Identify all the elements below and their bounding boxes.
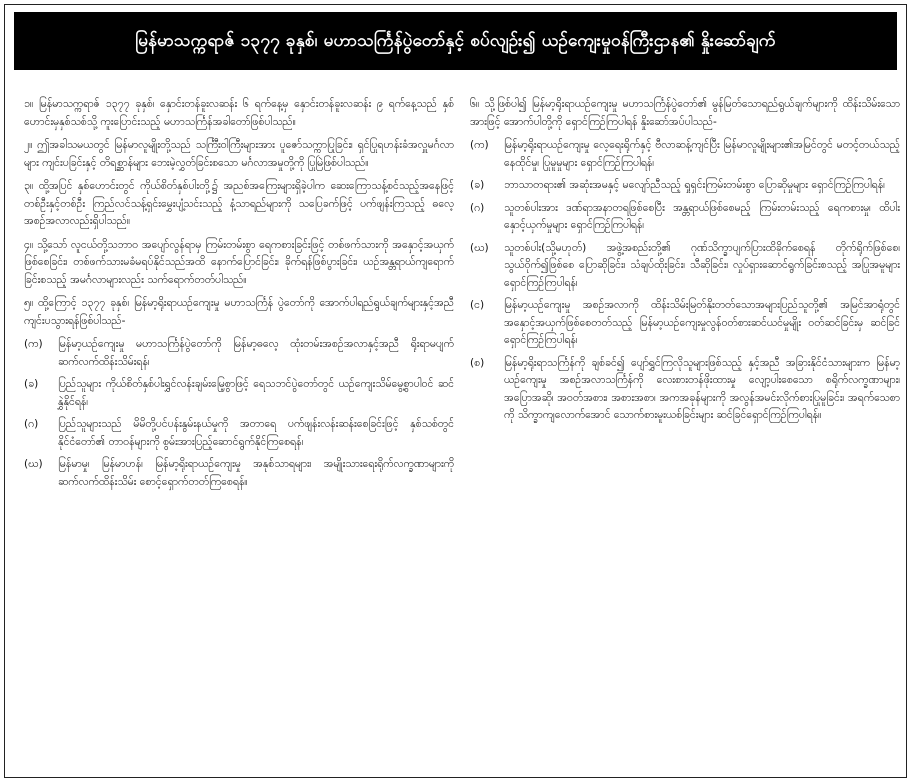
list-item bbox=[24, 456, 454, 491]
list-item bbox=[470, 355, 900, 425]
item-marker: (ဃ) bbox=[470, 241, 489, 254]
item-text: မြန်မာ့ရိုးရာယဉ်ကျေးမှု လေ့ရေးရိုက်နှင့် ဗီလာဆန့်ကျင်ပြီး မြန်မာလူမျိုးများ၏အမြင်တွင် မတင့်တယ်သည့်နေထိုင်မှု၊ ပြုမူမှုများ ရှောင်ကြဉ်ကြပါရန်၊ bbox=[504, 139, 900, 169]
item-marker: (င) bbox=[470, 299, 485, 311]
list-item bbox=[24, 376, 454, 411]
item-text: ဘာသာတရား၏ အဆုံးအမနှင့် မလျော်ညီသည့် ရှုရှင်းကြမ်းတမ်းစွာ ပြောဆိုမှုများ ရှောင်ကြဉ်ကြပါရန်၊ bbox=[504, 179, 885, 191]
paragraph-6: ၆။ သို့ဖြစ်ပါ၍ မြန်မာ့ရိုးရာယဉ်ကျေးမှု မဟာသင်္ကြန်ပွဲတော်၏ မွန်မြတ်သောရည်ရွယ်ချက်များကို ထိန်းသိမ်းသောအားဖြင့် အောက်ပါတို့ကို ရှောင်ကြဉ်ကြပါရန် နှိုးဆော်အပ်ပါသည်- bbox=[470, 98, 900, 128]
paragraph-1: ၁။ မြန်မာသက္ကရာဇ် ၁၃၇၇ ခုနှစ်၊ နှောင်းတန်ခူးလဆန်း ၆ ရက်နေ့မှ နှောင်းတန်ခူးလဆန်း ၉ ရက်နေ့သည် နှစ်ဟောင်းမှနှစ်သစ်သို့ ကူးပြောင်းသည့် မဟာသင်္ကြန်အခါတော်ဖြစ်ပါသည်။ bbox=[24, 98, 454, 128]
item-marker: (က) bbox=[24, 338, 43, 350]
item-marker: (ခ) bbox=[24, 378, 39, 390]
item-text: မြန်မာ့ယဉ်ကျေးမှု အစဉ်အလာကို ထိန်းသိမ်းမြတ်နိုးတတ်သောအများပြည်သူတို့၏ အမြင်အာရုံတွင် အနှောင့်အယှက်ဖြစ်စေတတ်သည့် မြန်မာ့ယဉ်ကျေးမှုလွန်ဝတ်စားဆင်ယင်မှုမျိုး ဝတ်ဆင်ခြင်းမှ ဆင်ခြင်ရှောင်ကြဉ်ကြပါရန်၊ bbox=[504, 299, 900, 346]
item-text: ပြည်သူများ ကိုယ်စိတ်နှစ်ပါးရွှင်လန်းချမ်းမြေ့စွာဖြင့် ရေသဘင်ပွဲတော်တွင် ယဉ်ကျေးသိမ်မွေ့စွာပါဝင် ဆင်နွှဲနိုင်ရန်၊ bbox=[58, 378, 454, 408]
item-text: မြန်မာ့ရိုးရာသင်္ကြန်ကို ချစ်ခင်၍ ပျော်ရွှင်ကြလိုသူများဖြစ်သည့် နှင့်အညီ အခြားနိုင်ငံသားများက မြန်မာ့ယဉ်ကျေးမှု အစဉ်အလာသင်္ကြန်ကို လေးစားတန်ဖိုးထားမှု လျော့ပါးစေသော စရိုက်လက္ခဏာများ၊ အပြောအဆို၊ အဝတ်အစား၊ အစားအစာ၊ အကအခုန်များကို အလွန်အမင်းလိုက်စားပြုမူခြင်း၊ အရက်သေစာကို သိက္ခာကျလောက်အောင် သောက်စားမူးယစ်ခြင်းများ ဆင်ခြင်ရှောင်ကြဉ်ကြပါရန်။ bbox=[504, 356, 900, 421]
item-text: ပြည်သူများသည် မိမိတို့ပင်ပန်းနွမ်းနယ်မှုကို အတာရေ ပက်ဖျန်းလန်းဆန်းစေခြင်းဖြင့် နှစ်သစ်တွင် နိုင်ငံတော်၏ တာဝန်များကို စွမ်းအားပြည့်ဆောင်ရွက်နိုင်ကြစေရန်၊ bbox=[58, 418, 454, 448]
left-column bbox=[24, 96, 454, 496]
paragraph-3: ၃။ ထို့အပြင် နှစ်ဟောင်းတွင် ကိုယ်စိတ်နှစ်ပါးတို့၌ အညစ်အကြေးများရှိခဲ့ပါက ဆေးကြောသန့်စင်သည့်အနေဖြင့် တစ်ဦးနှင့်တစ်ဦး ကြည်လင်သန့်ရှင်းမွှေးပျံ့သင်းသည့် နံ့သာရည်များကို သပြေခက်ဖြင့် ပက်ဖျန်းကြသည့် ဓလေ့အစဉ်အလာလည်းရှိပါသည်။ bbox=[24, 180, 454, 227]
paragraph-2: ၂။ ဤအခါသမယတွင် မြန်မာလူမျိုးတို့သည် သင်္ကြီးဝါကြီးများအား ပူဇော်သက္ကာပြုခြင်း၊ ရှင်ပြုရဟန်းခံအလှူမင်္ဂလာများ ကျင်းပခြင်းနှင့် တိရစ္ဆာန်များ ဘေးမဲ့လွှတ်ခြင်းစသော မင်္ဂလာအမှုတို့ကို ပြုမြဲဖြစ်ပါသည်။ bbox=[24, 139, 454, 169]
list-item bbox=[470, 177, 900, 195]
item-marker: (ဂ) bbox=[470, 201, 485, 214]
item-marker: (ဂ) bbox=[24, 418, 39, 430]
item-marker: (ဃ) bbox=[24, 458, 43, 470]
right-column bbox=[470, 96, 900, 430]
paragraph-4: ၄။ သို့သော် လူငယ်တို့သဘာဝ အပျော်လွန်ရာမှ ကြမ်းတမ်းစွာ ရေကစားခြင်းဖြင့် တစ်ဖက်သားကို အနှောင့်အယှက်ဖြစ်စေခြင်း၊ တစ်ဖက်သားမခံမရပ်နိုင်သည်အထိ နောက်ပြောင်ခြင်း၊ ခိုက်ရန်ဖြစ်ပွားခြင်း၊ ယဉ်အန္တရာယ်ကျရောက်ခြင်းစသည့် အမင်္ဂလာများလည်း သက်ရောက်တတ်ပါသည်။ bbox=[24, 238, 454, 286]
item-marker: (ခ) bbox=[470, 179, 485, 191]
paragraph-5: ၅။ ထို့ကြောင့် ၁၃၇၇ ခုနှစ်၊ မြန်မာ့ရိုးရာယဉ်ကျေးမှု မဟာသင်္ကြန် ပွဲတော်ကို အောက်ပါရည်ရွယ်ချက်များနှင့်အညီ ကျင်းပသွားရန်ဖြစ်ပါသည်- bbox=[24, 297, 454, 327]
item-text: မြန်မာမှု၊ မြန်မာဟန်၊ မြန်မာ့ရိုးရာယဉ်ကျေးမှု အနုစ်သာရများ၊ အမျိုးသားရေးရိုက်လက္ခဏာများကို ဆက်လက်ထိန်းသိမ်း စောင့်ရှောက်တတ်ကြစေရန်။ bbox=[58, 458, 454, 488]
list-item bbox=[470, 297, 900, 350]
page-title: မြန်မာသက္ကရာဇ် ၁၃၇၇ ခုနှစ်၊ မဟာသင်္ကြန်ပွဲတော်နှင့် စပ်လျဉ်း၍ ယဉ်ကျေးမှုဝန်ကြီးဌာန၏ နှိုးဆော်ချက် bbox=[14, 12, 897, 70]
item-marker: (က) bbox=[470, 139, 489, 151]
item-text: သူတစ်ပါးအား ဒဏ်ရာအနာတရဖြစ်စေပြီး အန္တရာယ်ဖြစ်စေမည့် ကြမ်းတမ်းသည့် ရေကစားမှု၊ ထိပါးနှောင့်ယှက်မှုများ ရှောင်ကြဉ်ကြပါရန်၊ bbox=[504, 201, 900, 231]
list-item bbox=[470, 240, 900, 293]
list-item bbox=[470, 137, 900, 172]
item-text: သူတစ်ပါး(သို့မဟုတ်) အဖွဲ့အစည်းတို့၏ ဂုဏ်သိက္ခာပျက်ပြားထိခိုက်စေရန် တိုက်ရိုက်ဖြစ်စေ၊ သွယ်ဝိုက်၍ဖြစ်စေ ပြောဆိုခြင်း၊ သံချပ်ထိုးခြင်း၊ သီဆိုခြင်း၊ လှုပ်ရှားဆောင်ရွက်ခြင်းစသည့် အပြုအမူများ ရှောင်ကြဉ်ကြပါရန်၊ bbox=[504, 241, 900, 289]
list-item bbox=[470, 200, 900, 235]
list-item bbox=[24, 416, 454, 451]
item-text: မြန်မာ့ယဉ်ကျေးမှု မဟာသင်္ကြန်ပွဲတော်ကို မြန်မာ့ဓလေ့ ထုံးတမ်းအစဉ်အလာနှင့်အညီ ရိုးရာမပျက် ဆက်လက်ထိန်းသိမ်းရန်၊ bbox=[58, 338, 454, 368]
item-marker: (စ) bbox=[470, 356, 485, 369]
list-item bbox=[24, 336, 454, 371]
